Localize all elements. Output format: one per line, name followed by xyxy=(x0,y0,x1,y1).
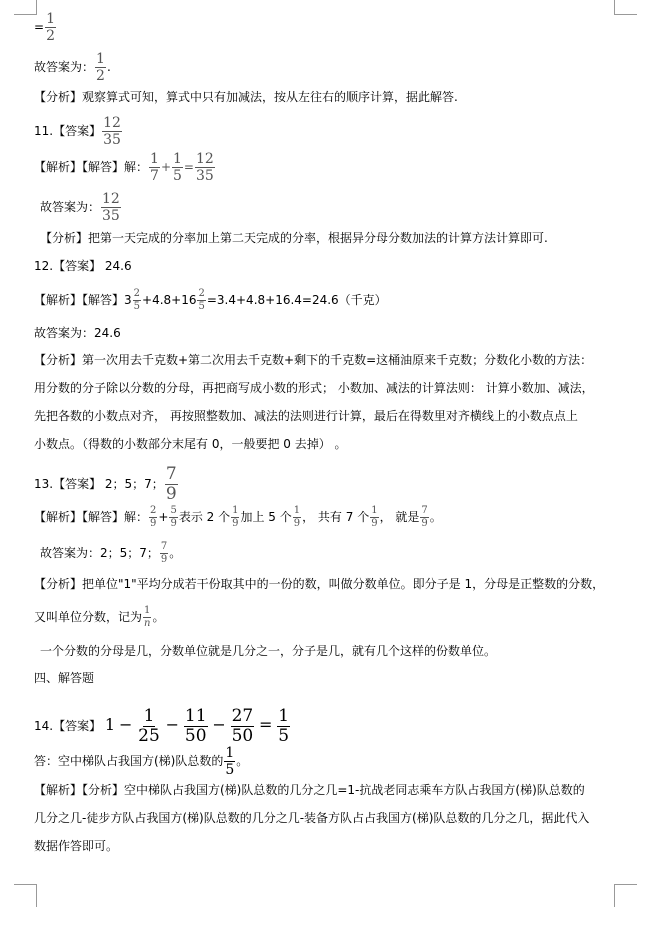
fraction xyxy=(420,506,428,529)
fraction-denominator: 9 xyxy=(232,518,239,529)
fraction xyxy=(95,52,106,83)
fraction-numerator: 1 xyxy=(225,745,235,761)
fraction-denominator: 9 xyxy=(421,518,428,529)
fraction-denominator: n xyxy=(144,618,151,629)
fraction-numerator: 1 xyxy=(173,151,182,167)
fraction-numerator: 11 xyxy=(184,706,207,726)
fraction xyxy=(370,506,378,529)
analysis-line: 【分析】观察算式可知，算式中只有加减法，按从左往右的顺序计算，据此解答. xyxy=(34,90,458,104)
fraction-numerator: 12 xyxy=(195,151,214,167)
fraction xyxy=(231,708,255,745)
fraction xyxy=(149,152,160,183)
fraction-numerator: 27 xyxy=(231,706,254,726)
fraction-denominator: 9 xyxy=(371,518,378,529)
q12-analysis-3: 先把各数的小数点对齐， 再按照整数加、减法的法则进行计算，最后在得数里对齐横线上的小数点点上 xyxy=(34,409,578,423)
q13-solution: 【解析】【解答】解： $\frac{2}{9}$ + $\frac{5}{9}$ 表示 2 个 $\frac{1}{9}$ 加上 5 个 $\frac{1}{9}$ ， 共有 7 个 $\frac{1}{9}$ ， 就是 $\frac{7}{9}$ 。 xyxy=(34,505,442,529)
q11-final: 故答案为： $\frac{12}{35}$ xyxy=(40,191,120,224)
fraction-denominator: 7 xyxy=(150,168,159,184)
fraction-numerator: 1 xyxy=(371,505,378,516)
q12-solution: 【解析】【解答】3 $\frac{2}{5}$ +4.8+16 $\frac{2}{5}$ =3.4+4.8+16.4=24.6（千克） xyxy=(34,288,387,312)
section-heading: 四、解答题 xyxy=(34,671,95,685)
fraction xyxy=(197,289,205,312)
q11-solution: 【解析】【解答】解： $\frac{1}{7}$ + $\frac{1}{5}$ = $\frac{12}{35}$ xyxy=(34,151,214,184)
q14-analysis-1: 【解析】【分析】空中梯队占我国方(梯)队总数的几分之几=1-抗战老同志乘车方队占我国方(梯)队总数的 xyxy=(34,783,585,797)
fraction-numerator: 5 xyxy=(170,505,177,516)
fraction-numerator: 12 xyxy=(103,115,121,131)
fraction-denominator: 9 xyxy=(150,518,157,529)
fraction-denominator: 35 xyxy=(103,132,121,148)
fraction-numerator: 1 xyxy=(143,706,155,726)
fraction xyxy=(101,192,121,223)
fraction-denominator: 50 xyxy=(184,726,207,746)
fraction-denominator: 35 xyxy=(195,168,214,184)
fraction-numerator: 2 xyxy=(198,288,205,299)
q14-answer: 14.【答案】 1 − $\frac{1}{25}$ − $\frac{11}{50}$ − $\frac{27}{50}$ = $\frac{1}{5}$ xyxy=(34,706,290,746)
fraction-numerator: 1 xyxy=(144,605,151,616)
fraction xyxy=(133,289,141,312)
fraction-numerator: 1 xyxy=(278,706,290,726)
fraction-numerator: 7 xyxy=(160,541,168,552)
fraction xyxy=(231,506,239,529)
fraction-numerator: 1 xyxy=(46,11,55,27)
fraction xyxy=(277,708,290,745)
fraction-denominator: 9 xyxy=(293,518,301,529)
q12-analysis-1: 【分析】第一次用去千克数+第二次用去千克数+剩下的千克数=这桶油原来千克数；分数化小数的方法： xyxy=(34,353,593,367)
crop-mark-bottom-right xyxy=(614,884,637,907)
fraction xyxy=(293,506,301,529)
fraction xyxy=(149,506,157,529)
fraction xyxy=(224,746,235,777)
fraction-denominator: 5 xyxy=(278,726,290,746)
q12-analysis-2: 用分数的分子除以分数的分母，再把商写成小数的形式； 小数加、减法的计算法则： 计算小数加、减法， xyxy=(34,381,594,395)
fraction xyxy=(102,116,122,147)
q11-answer: 11.【答案】 $\frac{12}{35}$ xyxy=(34,115,121,148)
crop-mark-bottom-left xyxy=(14,884,37,907)
fraction-numerator: 1 xyxy=(150,151,159,167)
q14-analysis-2: 几分之几-徒步方队占我国方(梯)队总数的几分之几-装备方队占占我国方(梯)队总数的几分之几，据此代入 xyxy=(34,811,590,825)
fraction-denominator: 2 xyxy=(46,28,55,44)
answer-line: 故答案为： $\frac{1}{2}$ . xyxy=(34,51,111,84)
fraction xyxy=(172,152,183,183)
q12-analysis-4: 小数点。（得数的小数部分末尾有 0，一般要把 0 去掉） 。 xyxy=(34,437,347,451)
crop-mark-top-right xyxy=(614,0,637,15)
fraction-denominator: 5 xyxy=(225,762,235,778)
fraction-denominator: 25 xyxy=(138,726,160,746)
fraction-denominator: 9 xyxy=(170,518,177,529)
q11-analysis: 【分析】把第一天完成的分率加上第二天完成的分率，根据异分母分数加法的计算方法计算即可. xyxy=(40,231,548,245)
fraction xyxy=(160,542,168,565)
fraction-numerator: 1 xyxy=(96,51,105,67)
fraction-denominator: 35 xyxy=(102,208,120,224)
equals-half-line: = $\frac{1}{2}$ xyxy=(34,11,55,44)
fraction xyxy=(165,466,178,503)
fraction-denominator: 50 xyxy=(231,726,254,746)
fraction xyxy=(45,12,56,43)
q13-final: 故答案为：2；5；7； $\frac{7}{9}$ 。 xyxy=(40,541,182,565)
fraction-numerator: 12 xyxy=(102,191,120,207)
fraction xyxy=(195,152,215,183)
fraction-denominator: 9 xyxy=(160,554,168,565)
fraction-denominator: 5 xyxy=(173,168,182,184)
q13-analysis-3: 一个分数的分母是几，分数单位就是几分之一，分子是几，就有几个这样的份数单位。 xyxy=(40,644,497,658)
fraction-denominator: 5 xyxy=(198,301,205,312)
q12-answer: 12.【答案】 24.6 xyxy=(34,259,132,273)
fraction-denominator: 9 xyxy=(165,484,177,504)
fraction-numerator: 2 xyxy=(150,505,157,516)
q14-reply: 答：空中梯队占我国方(梯)队总数的 $\frac{1}{5}$ 。 xyxy=(34,745,249,778)
fraction-numerator: 2 xyxy=(133,288,141,299)
q14-analysis-3: 数据作答即可。 xyxy=(34,839,119,853)
fraction-denominator: 5 xyxy=(133,301,141,312)
fraction xyxy=(143,606,151,629)
fraction-numerator: 1 xyxy=(232,505,239,516)
fraction xyxy=(184,708,208,745)
fraction-denominator: 2 xyxy=(96,68,105,84)
fraction-numerator: 7 xyxy=(421,505,428,516)
q13-analysis-2: 又叫单位分数，记为 $\frac{1}{n}$ 。 xyxy=(34,605,165,629)
fraction-numerator: 7 xyxy=(165,464,177,484)
q13-answer: 13.【答案】 2；5；7； $\frac{7}{9}$ xyxy=(34,464,177,504)
fraction-numerator: 1 xyxy=(293,505,301,516)
fraction xyxy=(169,506,177,529)
fraction xyxy=(137,708,161,745)
q13-analysis-1: 【分析】把单位"1"平均分成若干份取其中的一份的数，叫做分数单位。即分子是 1，分母是正整数的分数， xyxy=(34,577,605,591)
q12-final: 故答案为：24.6 xyxy=(34,326,121,340)
